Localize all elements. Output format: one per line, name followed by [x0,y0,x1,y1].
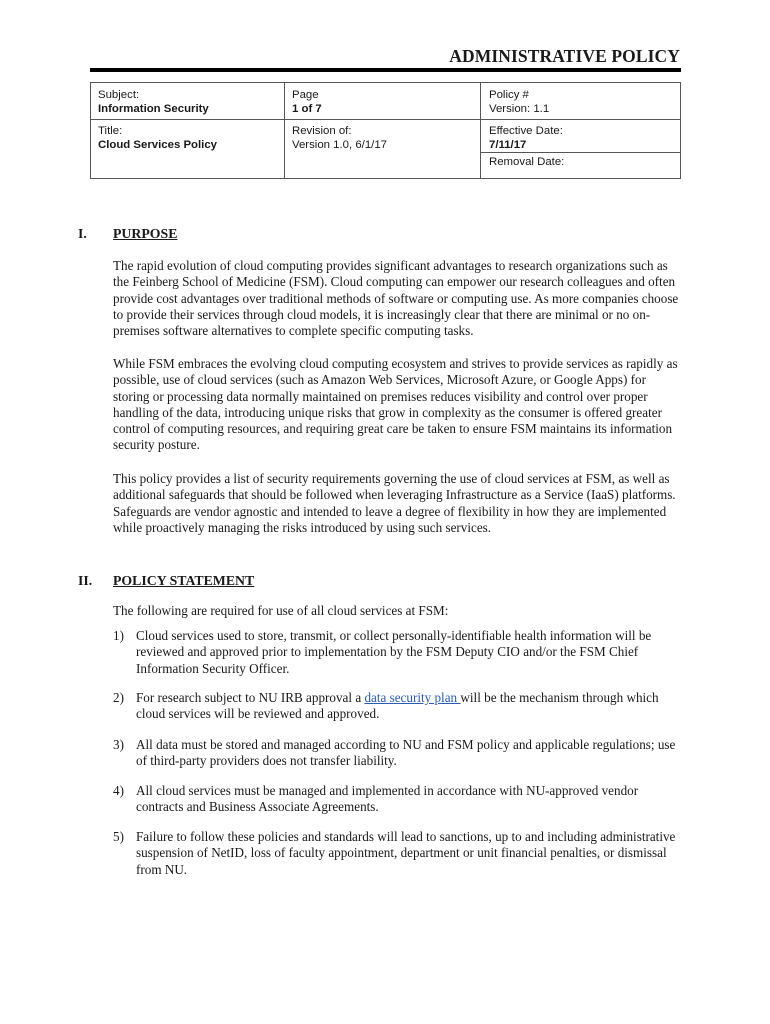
title-value: Cloud Services Policy [98,138,218,151]
policy-list-item [113,737,683,770]
policy-list-item [113,783,683,816]
document-heading: ADMINISTRATIVE POLICY [449,46,680,66]
list-item-text: Failure to follow these policies and standards will lead to sanctions, up to and including administrative suspension of NetID, loss of faculty appointment, department or unit financial penalties, or dismissal from NU. [136,829,676,877]
purpose-paragraph-3: This policy provides a list of security requirements governing the use of cloud services at FSM, as well as additional safeguards that should be followed when leveraging Infrastructure as a Service (IaaS) platforms. Safeguards are vendor agnostic and intended to leave a degree of flexibility in how they are implemented while proactively managing the risks introduced by using such services. [113,471,676,535]
revision-cell [285,119,481,178]
policy-section-number: II. [78,573,93,588]
subject-label: Subject: [98,89,140,101]
policy-label: Policy # [489,89,529,101]
list-item-number: 1) [113,628,124,643]
policy-cell [481,83,680,119]
list-item-number: 4) [113,783,124,798]
page-label: Page [292,89,319,101]
removal-date-cell [481,152,680,170]
list-item-text: Cloud services used to store, transmit, or collect personally-identifiable health information will be reviewed and approved prior to implementation by the FSM Deputy CIO and/or the FSM Chief Information Security Officer. [136,628,652,676]
subject-value: Information Security [98,102,209,115]
list-item-text-after: will be the mechanism through which cloud services will be reviewed and approved. [136,690,659,722]
info-row-2 [91,119,680,178]
policy-version: Version: 1.1 [489,102,550,115]
list-item-text [136,690,683,723]
policy-intro: The following are required for use of all cloud services at FSM: [113,603,449,618]
effective-date-label: Effective Date: [489,125,563,137]
list-item-text-before: For research subject to NU IRB approval a [136,690,365,705]
removal-date-label: Removal Date: [489,156,565,168]
heading-rule [90,68,681,72]
subject-cell [91,83,285,119]
purpose-section-number: I. [78,226,87,241]
revision-value: Version 1.0, 6/1/17 [292,138,387,151]
purpose-paragraph-1: The rapid evolution of cloud computing provides significant advantages to research organizations such as the Feinberg School of Medicine (FSM). Cloud computing can empower our research colleagues and often provide cost advantages over traditional methods of software or computing use. As more companies choose to provide their services through cloud models, it is increasingly clear that there are minimal or no on-premises software alternatives to complete specific computing tasks. [113,258,679,339]
policy-list-item [113,829,683,878]
policy-list-item [113,628,683,677]
purpose-paragraph-2: While FSM embraces the evolving cloud computing ecosystem and strives to provide services as rapidly as possible, use of cloud services (such as Amazon Web Services, Microsoft Azure, or Google Apps) for storing or processing data normally maintained on premises reduces visibility and control over proper handling of the data, introducing unique risks that grow in complexity as the consumer is offered greater control of computing resources, and requiring great care be taken to ensure FSM maintains its information security posture. [113,356,678,453]
policy-section-title: POLICY STATEMENT [113,573,255,588]
data-security-plan-link[interactable]: data security plan [364,690,461,705]
title-cell [91,119,285,178]
purpose-section-title: PURPOSE [113,226,178,241]
effective-date-value: 7/11/17 [489,138,527,151]
list-item-number: 3) [113,737,124,752]
policy-list-item [113,690,683,723]
revision-label: Revision of: [292,125,352,137]
list-item-text: All cloud services must be managed and implemented in accordance with NU-approved vendor contracts and Business Associate Agreements. [136,783,639,815]
list-item-number: 5) [113,829,124,844]
page-cell [285,83,481,119]
title-label: Title: [98,125,123,137]
page-value: 1 of 7 [292,102,322,115]
policy-info-table [90,82,681,179]
list-item-number: 2) [113,690,124,705]
list-item-text: All data must be stored and managed according to NU and FSM policy and applicable regulations; use of third-party providers does not transfer liability. [136,737,676,769]
info-row-1 [91,83,680,120]
